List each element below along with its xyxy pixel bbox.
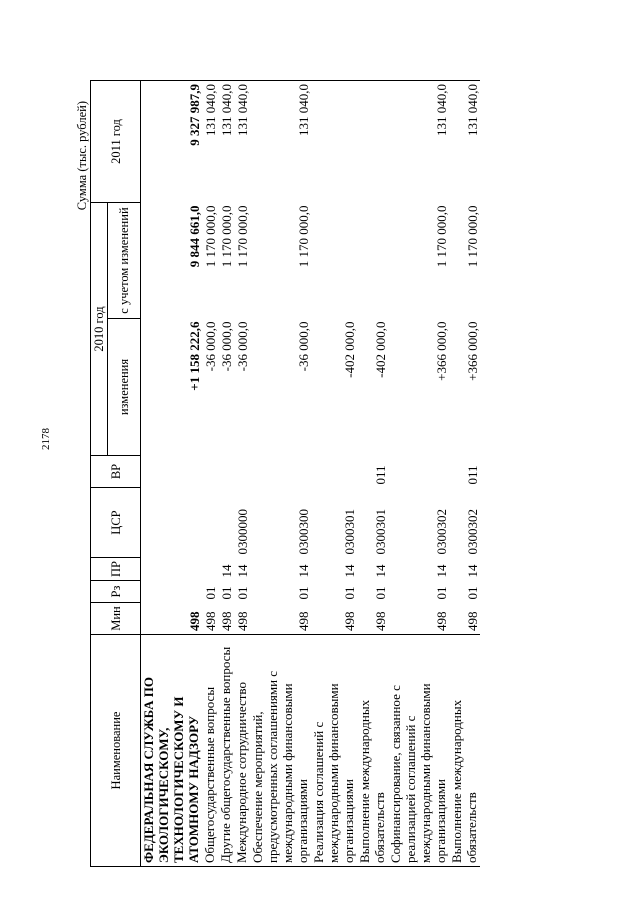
- cell-pr: [202, 558, 218, 581]
- table-row: [218, 81, 234, 867]
- header-with-changes: с учетом изменений: [108, 203, 141, 319]
- cell-rz: 01: [296, 586, 311, 600]
- unit-label: Сумма (тыс. рублей): [75, 101, 89, 211]
- table-row: [311, 81, 357, 867]
- cell-min: 498: [187, 611, 202, 631]
- cell-2011: 131 040,0: [449, 81, 480, 203]
- cell-vr: [388, 456, 449, 488]
- cell-vr: [311, 456, 357, 488]
- cell-2011: 131 040,0: [250, 81, 311, 203]
- cell-name: ФЕДЕРАЛЬНАЯ СЛУЖБА ПО ЭКОЛОГИЧЕСКОМУ, ТЕХНОЛОГИЧЕСКОМУ И АТОМНОМУ НАДЗОРУ: [141, 635, 203, 867]
- table-row: [202, 81, 218, 867]
- cell-with-changes: 1 170 000,0: [434, 205, 449, 268]
- cell-pr: 14: [373, 564, 388, 578]
- cell-name: Выполнение международных обязательств: [449, 635, 480, 867]
- cell-vr: 011: [373, 465, 388, 485]
- table-row: [357, 81, 388, 867]
- cell-csr: 0300301: [342, 509, 357, 555]
- cell-changes: -36 000,0: [235, 321, 250, 372]
- cell-pr: 14: [235, 564, 250, 578]
- cell-name: Общегосударственные вопросы: [202, 635, 218, 867]
- cell-name: Выполнение международных обязательств: [357, 635, 388, 867]
- cell-rz: 01: [342, 586, 357, 600]
- cell-rz: 01: [465, 586, 480, 600]
- cell-2011: 131 040,0: [202, 81, 218, 203]
- header-csr: ЦСР: [91, 488, 141, 558]
- cell-with-changes: 9 844 661,0: [187, 205, 202, 268]
- cell-vr: [218, 456, 234, 488]
- cell-2011: 131 040,0: [218, 81, 234, 203]
- table-row: [388, 81, 449, 867]
- cell-with-changes: 1 170 000,0: [219, 205, 234, 268]
- cell-vr: [202, 456, 218, 488]
- cell-2011: [311, 81, 357, 203]
- cell-min: 498: [342, 611, 357, 631]
- budget-table: [90, 80, 480, 867]
- cell-vr: [250, 456, 311, 488]
- cell-2011: 131 040,0: [234, 81, 250, 203]
- cell-pr: 14: [296, 564, 311, 578]
- cell-min: 498: [235, 611, 250, 631]
- cell-pr: 14: [434, 564, 449, 578]
- cell-csr: 0300302: [465, 509, 480, 555]
- cell-min: 498: [434, 611, 449, 631]
- cell-changes: -402 000,0: [342, 321, 357, 378]
- rotated-page: [73, 67, 573, 877]
- cell-changes: +366 000,0: [465, 321, 480, 381]
- cell-rz: 01: [235, 586, 250, 600]
- cell-min: 498: [465, 611, 480, 631]
- cell-min: 498: [296, 611, 311, 631]
- cell-rz: 01: [219, 586, 234, 600]
- cell-changes: -402 000,0: [373, 321, 388, 378]
- cell-changes: -36 000,0: [219, 321, 234, 372]
- header-pr: ПР: [91, 558, 141, 581]
- cell-vr: 011: [465, 465, 480, 485]
- cell-changes: -36 000,0: [203, 321, 218, 372]
- cell-min: 498: [219, 611, 234, 631]
- header-name: Наименование: [91, 635, 141, 867]
- cell-csr: [202, 488, 218, 558]
- cell-name: Софинансирование, связанное с реализацией соглашений с международными финансовыми организациями: [388, 635, 449, 867]
- cell-csr: [141, 488, 203, 558]
- table-row: [250, 81, 311, 867]
- cell-pr: 14: [465, 564, 480, 578]
- cell-vr: [141, 456, 203, 488]
- cell-rz: [141, 581, 203, 603]
- cell-pr: [141, 558, 203, 581]
- cell-csr: 0300000: [235, 509, 250, 555]
- cell-with-changes: 1 170 000,0: [235, 205, 250, 268]
- cell-name: Международное сотрудничество: [234, 635, 250, 867]
- cell-changes: +366 000,0: [434, 321, 449, 381]
- cell-2011: [357, 81, 388, 203]
- page-number: 2178: [40, 428, 52, 450]
- cell-rz: 01: [373, 586, 388, 600]
- header-year-2010: 2010 год: [91, 203, 108, 456]
- cell-csr: [218, 488, 234, 558]
- cell-vr: [234, 456, 250, 488]
- cell-csr: 0300302: [434, 509, 449, 555]
- cell-with-changes: 1 170 000,0: [296, 205, 311, 268]
- header-vr: ВР: [91, 456, 141, 488]
- cell-with-changes: [357, 203, 388, 319]
- cell-csr: 0300301: [373, 509, 388, 555]
- header-changes: изменения: [108, 319, 141, 456]
- cell-2011: 9 327 987,9: [141, 81, 203, 203]
- cell-rz: 01: [203, 586, 218, 600]
- cell-with-changes: [311, 203, 357, 319]
- table-row: [449, 81, 480, 867]
- table-row: [234, 81, 250, 867]
- header-year-2011: 2011 год: [91, 81, 141, 203]
- header-min: Мин: [91, 603, 141, 635]
- cell-csr: 0300300: [296, 509, 311, 555]
- table-body: [141, 81, 481, 867]
- cell-pr: 14: [219, 564, 234, 578]
- cell-name: Реализация соглашений с международными финансовыми организациями: [311, 635, 357, 867]
- cell-pr: 14: [342, 564, 357, 578]
- cell-with-changes: 1 170 000,0: [465, 205, 480, 268]
- cell-with-changes: 1 170 000,0: [203, 205, 218, 268]
- cell-name: Обеспечение мероприятий, предусмотренных соглашениями с международными финансовыми организациями: [250, 635, 311, 867]
- cell-min: 498: [203, 611, 218, 631]
- table-row: [141, 81, 203, 867]
- cell-changes: +1 158 222,6: [187, 321, 202, 391]
- cell-2011: 131 040,0: [388, 81, 449, 203]
- cell-name: Другие общегосударственные вопросы: [218, 635, 234, 867]
- cell-rz: 01: [434, 586, 449, 600]
- cell-changes: -36 000,0: [296, 321, 311, 372]
- cell-min: 498: [373, 611, 388, 631]
- header-rz: Рз: [91, 581, 141, 603]
